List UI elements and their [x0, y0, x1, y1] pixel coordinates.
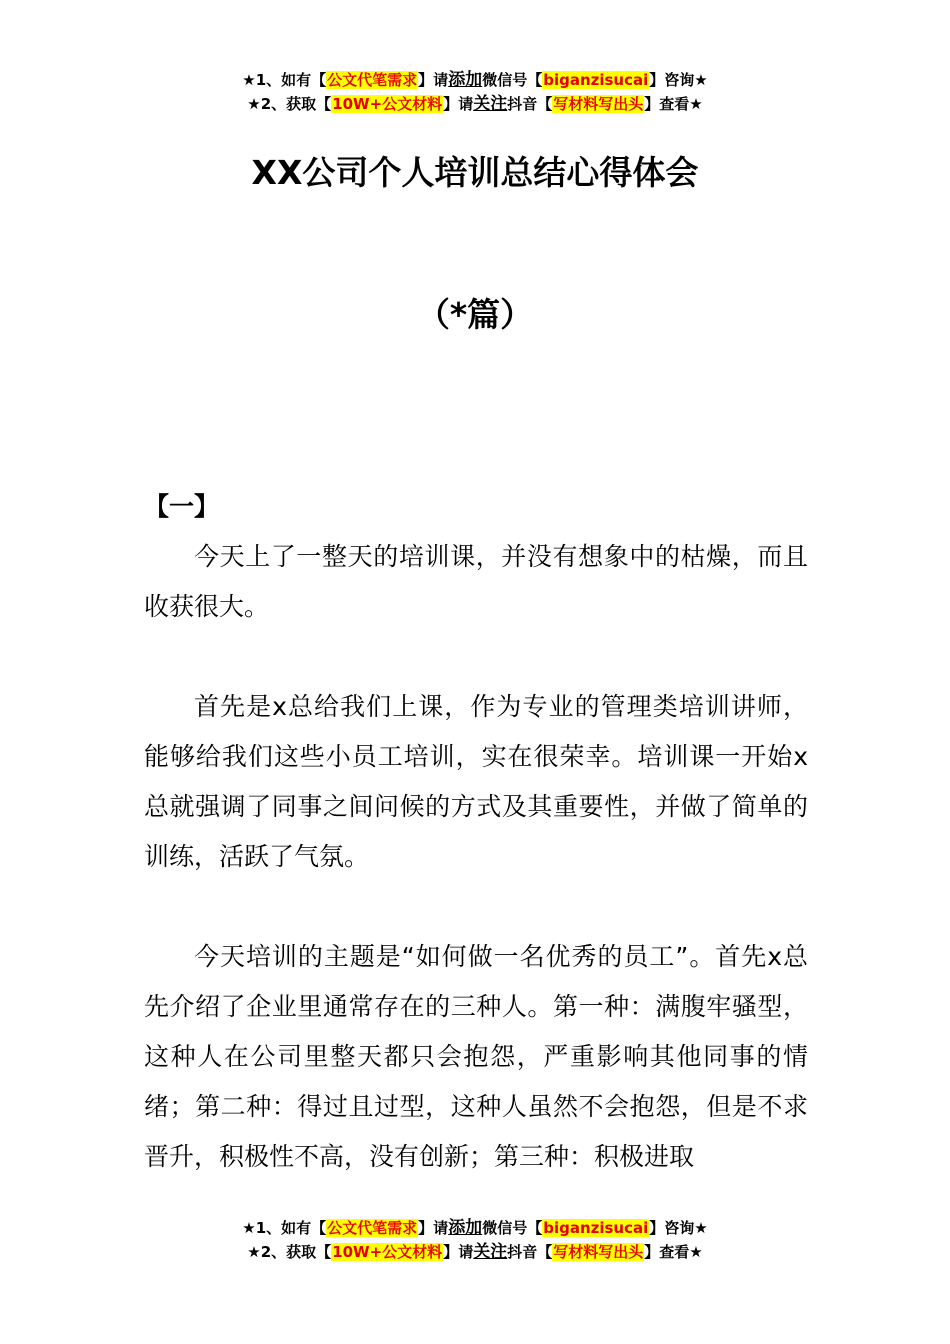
banner-text: 】咨询★	[649, 71, 708, 89]
banner-text: 微信号【	[482, 1219, 543, 1237]
banner-text: 】请	[443, 95, 474, 113]
banner-text: ★1、如有【	[242, 71, 327, 89]
highlight-materials: 10W+公文材料	[332, 95, 443, 113]
section-label: 【一】	[144, 492, 220, 521]
highlight-wechat-id: biganzisucai	[543, 1219, 649, 1237]
paragraph-spacer	[144, 632, 808, 682]
banner-text: 】请	[443, 1243, 474, 1261]
banner-emphasis: 添加	[448, 1218, 483, 1238]
highlight-service: 公文代笔需求	[327, 1219, 418, 1237]
document-body	[144, 482, 808, 1182]
banner-emphasis: 添加	[448, 70, 483, 90]
banner-text: 】请	[418, 71, 449, 89]
header-banner	[0, 68, 950, 116]
banner-line-2	[0, 1240, 950, 1264]
banner-line-1	[0, 68, 950, 92]
banner-text: ★1、如有【	[242, 1219, 327, 1237]
banner-line-1	[0, 1216, 950, 1240]
banner-text: ★2、获取【	[247, 1243, 332, 1261]
highlight-materials: 10W+公文材料	[332, 1243, 443, 1261]
paragraph-spacer	[144, 882, 808, 932]
banner-line-2	[0, 92, 950, 116]
paragraph: 今天上了一整天的培训课，并没有想象中的枯燥，而且收获很大。	[144, 542, 808, 621]
banner-text: 】请	[418, 1219, 449, 1237]
paragraph: 今天培训的主题是“如何做一名优秀的员工”。首先x总先介绍了企业里通常存在的三种人。第一种：满腹牢骚型，这种人在公司里整天都只会抱怨，严重影响其他同事的情绪；第二种：得过且过型，这种人虽然不会抱怨，但是不求晋升，积极性不高，没有创新；第三种：积极进取	[144, 942, 808, 1171]
banner-text: 微信号【	[482, 71, 543, 89]
highlight-douyin-name: 写材料写出头	[553, 95, 644, 113]
highlight-douyin-name: 写材料写出头	[553, 1243, 644, 1261]
paragraph: 首先是x总给我们上课，作为专业的管理类培训讲师，能够给我们这些小员工培训，实在很荣幸。培训课一开始x总就强调了同事之间问候的方式及其重要性，并做了简单的训练，活跃了气氛。	[144, 692, 808, 871]
banner-text: 】查看★	[644, 95, 703, 113]
banner-text: 】查看★	[644, 1243, 703, 1261]
banner-text: ★2、获取【	[247, 95, 332, 113]
footer-banner	[0, 1216, 950, 1264]
banner-emphasis: 关注	[473, 94, 508, 114]
highlight-service: 公文代笔需求	[327, 71, 418, 89]
highlight-wechat-id: biganzisucai	[543, 71, 649, 89]
banner-emphasis: 关注	[473, 1242, 508, 1262]
document-subtitle: （*篇）	[416, 295, 534, 334]
banner-text: 抖音【	[507, 1243, 553, 1261]
banner-text: 抖音【	[507, 95, 553, 113]
banner-text: 】咨询★	[649, 1219, 708, 1237]
document-title: XX公司个人培训总结心得体会	[251, 153, 699, 192]
